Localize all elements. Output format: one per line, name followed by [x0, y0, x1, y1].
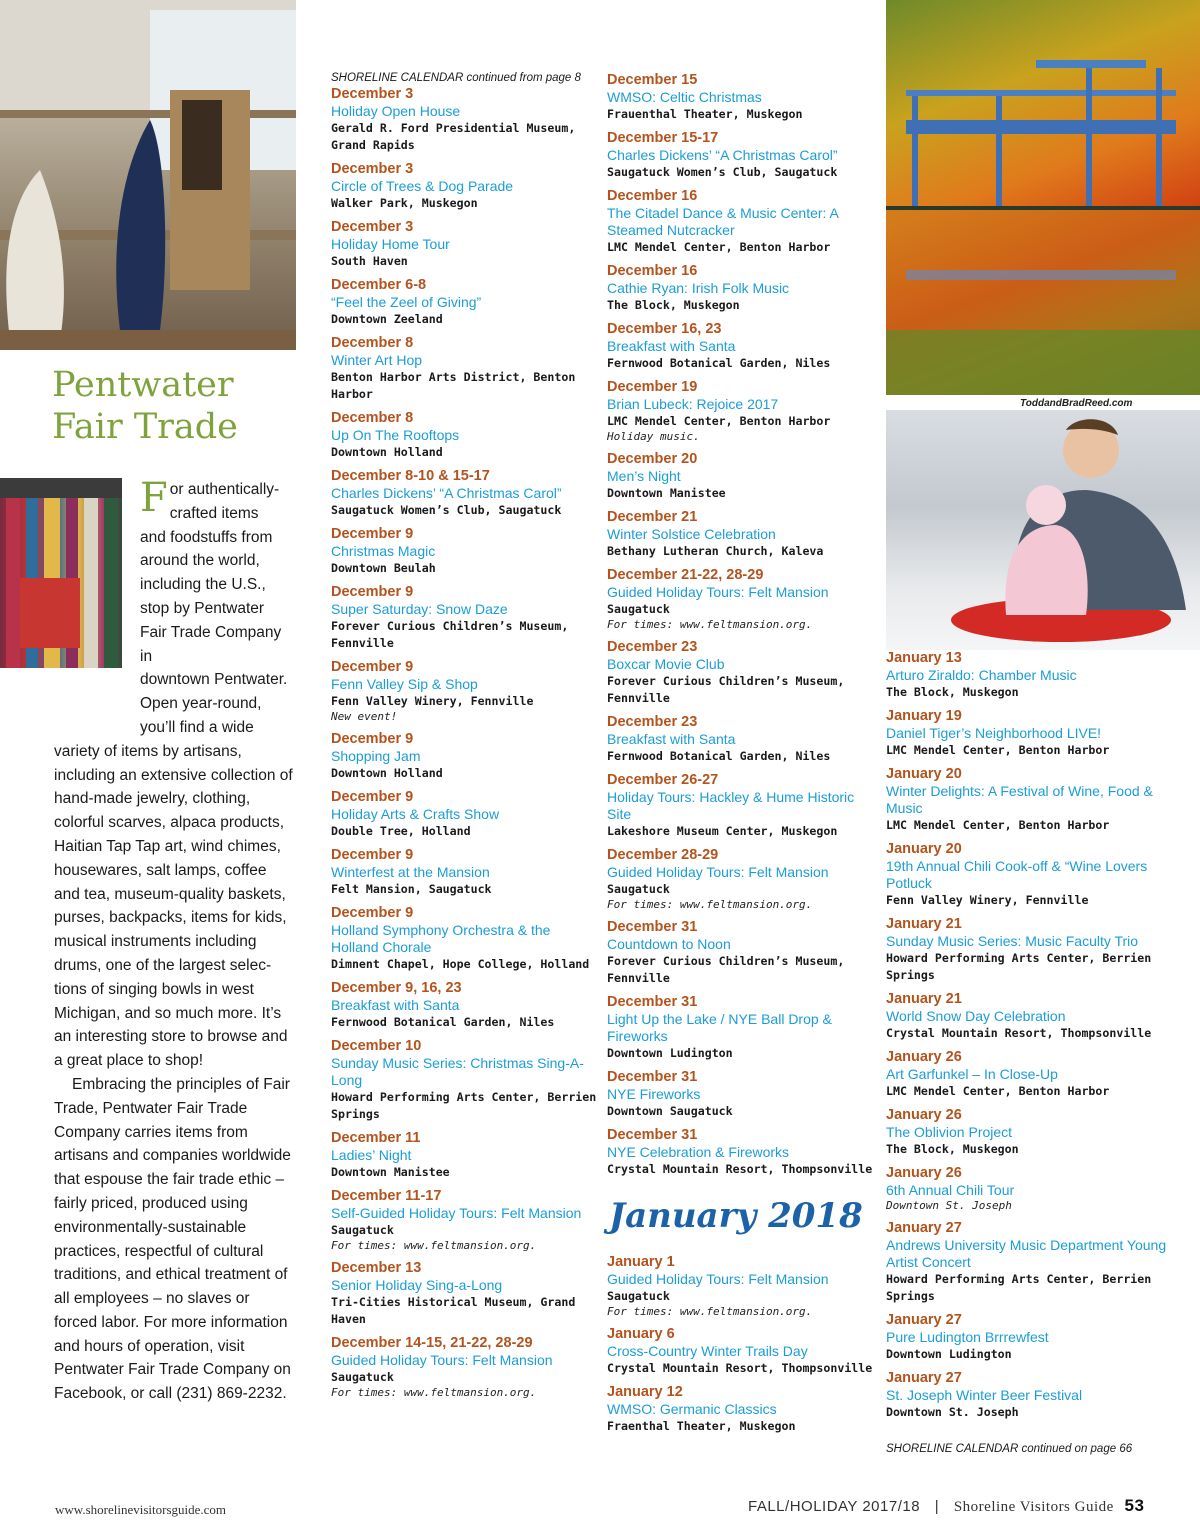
event-title: Winter Art Hop — [331, 352, 423, 368]
event-date: December 9 — [331, 789, 414, 805]
event-date: January 13 — [886, 650, 962, 666]
calendar-event — [607, 1326, 877, 1377]
calendar-event — [331, 468, 601, 519]
calendar-event — [886, 1107, 1186, 1158]
event-date: December 15 — [607, 72, 698, 88]
footer-separator: | — [934, 1498, 940, 1515]
event-title: Light Up the Lake / NYE Ball Drop & Fireworks — [607, 1011, 832, 1044]
calendar-event — [886, 1165, 1186, 1213]
event-location: The Block, Muskegon — [886, 685, 1019, 699]
event-title: Sunday Music Series: Christmas Sing-A-Long — [331, 1055, 584, 1088]
event-location: LMC Mendel Center, Benton Harbor — [886, 1084, 1110, 1098]
feature-p1-first: or authentically- — [169, 481, 280, 498]
event-title: Cathie Ryan: Irish Folk Music — [607, 280, 790, 296]
event-title: Breakfast with Santa — [607, 338, 736, 354]
calendar-event — [607, 994, 877, 1062]
event-location: Downtown Saugatuck — [607, 1104, 733, 1118]
events-col2-january — [607, 1254, 877, 1435]
store-illustration — [0, 0, 296, 350]
feature-paragraph-1: variety of items by artisans, including an extensive collection of hand-made jewelry, clothing, colorful scarves, alpaca products, Haitian Tap Tap art, wind chimes, housewares, salt lamps, coffee and tea, museum-quality baskets, purses, backpacks, items for kids, musical instruments including drums, one of the largest selections of singing bowls in west Michigan, and so much more. It’s an interesting store to browse and a great place to shop! — [54, 742, 293, 1070]
event-title: 19th Annual Chili Cook-off & “Wine Lovers Potluck — [886, 858, 1148, 891]
event-date: December 9 — [331, 905, 414, 921]
event-date: January 26 — [886, 1165, 962, 1181]
event-date: December 9 — [331, 847, 414, 863]
feature-p1-line: and foodstuffs from — [140, 528, 273, 546]
event-date: December 21-22, 28-29 — [607, 567, 764, 583]
calendar-event — [607, 772, 877, 840]
event-location: Benton Harbor Arts District, Benton Harbor — [331, 370, 576, 401]
calendar-column-2 — [607, 72, 877, 1442]
event-location: Saugatuck — [607, 1289, 670, 1303]
footer-website: www.shorelinevisitorsguide.com — [55, 1502, 227, 1517]
event-title: “Feel the Zeel of Giving” — [331, 294, 482, 310]
feature-wrap-block — [54, 475, 296, 740]
event-location: Bethany Lutheran Church, Kaleva — [607, 544, 824, 558]
event-title: Brian Lubeck: Rejoice 2017 — [607, 396, 779, 412]
events-col1 — [331, 86, 601, 1400]
event-date: December 10 — [331, 1038, 422, 1054]
calendar-event — [607, 451, 877, 502]
event-location: Forever Curious Children’s Museum, Fennville — [607, 954, 845, 985]
event-location: Howard Performing Arts Center, Berrien Springs — [331, 1090, 597, 1121]
event-title: Boxcar Movie Club — [607, 656, 725, 672]
event-note: Downtown St. Joseph — [886, 1199, 1012, 1212]
event-location: Saugatuck Women’s Club, Saugatuck — [331, 503, 562, 517]
event-date: December 9 — [331, 584, 414, 600]
event-date: December 3 — [331, 219, 414, 235]
event-date: January 26 — [886, 1107, 962, 1123]
event-title: NYE Fireworks — [607, 1086, 701, 1102]
calendar-event — [886, 650, 1186, 701]
event-title: Andrews University Music Department Young Artist Concert — [886, 1237, 1167, 1270]
event-title: Guided Holiday Tours: Felt Mansion — [607, 864, 829, 880]
calendar-event — [331, 584, 601, 652]
event-location: Downtown Manistee — [331, 1165, 450, 1179]
feature-dropcap: F — [140, 475, 168, 521]
calendar-event — [886, 1312, 1186, 1363]
event-date: December 20 — [607, 451, 698, 467]
event-title: Guided Holiday Tours: Felt Mansion — [331, 1352, 553, 1368]
event-date: December 8 — [331, 335, 414, 351]
calendar-event — [607, 1127, 877, 1178]
event-date: December 31 — [607, 1069, 698, 1085]
event-location: Howard Performing Arts Center, Berrien Springs — [886, 951, 1152, 982]
feature-article — [54, 475, 296, 1406]
event-date: December 3 — [331, 86, 414, 102]
event-title: The Citadel Dance & Music Center: A Steamed Nutcracker — [607, 205, 839, 238]
event-title: Fenn Valley Sip & Shop — [331, 676, 478, 692]
events-col2 — [607, 72, 877, 1178]
event-location: Downtown Ludington — [607, 1046, 733, 1060]
event-date: January 26 — [886, 1049, 962, 1065]
event-location: Downtown Manistee — [607, 486, 726, 500]
event-date: December 31 — [607, 919, 698, 935]
event-location: Fernwood Botanical Garden, Niles — [607, 749, 831, 763]
calendar-event — [331, 526, 601, 577]
photo-credit: ToddandBradReed.com — [1020, 398, 1133, 409]
event-title: Winter Solstice Celebration — [607, 526, 776, 542]
calendar-event — [886, 766, 1186, 834]
calendar-event — [607, 263, 877, 314]
event-title: Shopping Jam — [331, 748, 421, 764]
calendar-event — [607, 188, 877, 256]
event-date: December 9 — [331, 526, 414, 542]
event-title: Holiday Tours: Hackley & Hume Historic Site — [607, 789, 855, 822]
calendar-continued-from: SHORELINE CALENDAR continued from page 8 — [331, 72, 581, 84]
calendar-event — [331, 1038, 601, 1123]
event-location: Forever Curious Children’s Museum, Fennville — [607, 674, 845, 705]
event-location: Downtown Beulah — [331, 561, 436, 575]
calendar-event — [886, 991, 1186, 1042]
event-note: For times: www.feltmansion.org. — [331, 1386, 537, 1399]
feature-paragraph-2: Embracing the principles of Fair Trade, Pentwater Fair Trade Company carries items from artisans and companies worldwide that espouse the fair trade ethic – fairly priced, produced using environmentally-sustainable practices, respectful of cultural traditions, and ethical treatment of all employees – no slaves or forced labor. For more information and hours of operation, visit Pentwater Fair Trade Company on Facebook, or call (231) 869-2232. — [54, 1075, 291, 1403]
event-date: December 16 — [607, 263, 698, 279]
event-title: Holland Symphony Orchestra & the Holland Chorale — [331, 922, 551, 955]
store-photo — [0, 0, 296, 350]
event-title: Senior Holiday Sing-a-Long — [331, 1277, 503, 1293]
event-location: The Block, Muskegon — [886, 1142, 1019, 1156]
event-note: For times: www.feltmansion.org. — [331, 1239, 537, 1252]
event-date: December 3 — [331, 161, 414, 177]
calendar-event — [607, 1254, 877, 1319]
event-title: Charles Dickens’ “A Christmas Carol” — [331, 485, 562, 501]
event-location: Double Tree, Holland — [331, 824, 471, 838]
event-location: Downtown Holland — [331, 445, 443, 459]
event-title: Pure Ludington Brrrewfest — [886, 1329, 1049, 1345]
event-title: Countdown to Noon — [607, 936, 731, 952]
calendar-event — [331, 219, 601, 270]
sled-illustration — [886, 410, 1200, 650]
event-title: Holiday Arts & Crafts Show — [331, 806, 500, 822]
calendar-event — [331, 161, 601, 212]
calendar-event — [607, 72, 877, 123]
calendar-event — [331, 277, 601, 328]
event-location: The Block, Muskegon — [607, 298, 740, 312]
event-date: December 14-15, 21-22, 28-29 — [331, 1335, 533, 1351]
calendar-event — [607, 847, 877, 912]
event-date: December 23 — [607, 714, 698, 730]
event-date: December 26-27 — [607, 772, 719, 788]
calendar-event — [331, 789, 601, 840]
calendar-event — [607, 1384, 877, 1435]
page-number: 53 — [1124, 1496, 1145, 1515]
events-col3 — [886, 650, 1186, 1421]
event-title: Holiday Open House — [331, 103, 461, 119]
event-date: December 11-17 — [331, 1188, 442, 1204]
calendar-event — [607, 567, 877, 632]
event-title: Winterfest at the Mansion — [331, 864, 490, 880]
calendar-event — [886, 1370, 1186, 1421]
event-location: South Haven — [331, 254, 408, 268]
event-location: Crystal Mountain Resort, Thompsonville — [607, 1162, 873, 1176]
calendar-event — [331, 410, 601, 461]
calendar-event — [331, 847, 601, 898]
calendar-event — [607, 130, 877, 181]
event-date: December 6-8 — [331, 277, 427, 293]
event-date: December 19 — [607, 379, 698, 395]
event-location: Tri-Cities Historical Museum, Grand Haven — [331, 1295, 576, 1326]
feature-title — [52, 364, 292, 448]
event-date: January 27 — [886, 1370, 962, 1386]
event-date: January 27 — [886, 1220, 962, 1236]
calendar-event — [886, 841, 1186, 909]
event-location: LMC Mendel Center, Benton Harbor — [886, 743, 1110, 757]
event-title: Art Garfunkel – In Close-Up — [886, 1066, 1058, 1082]
event-date: December 8 — [331, 410, 414, 426]
feature-p1-line: including the U.S., — [140, 576, 266, 594]
calendar-event — [331, 1335, 601, 1400]
event-location: Gerald R. Ford Presidential Museum, Grand Rapids — [331, 121, 576, 152]
event-note: For times: www.feltmansion.org. — [607, 898, 813, 911]
event-location: Saugatuck — [331, 1370, 394, 1384]
event-title: Guided Holiday Tours: Felt Mansion — [607, 584, 829, 600]
event-location: Felt Mansion, Saugatuck — [331, 882, 492, 896]
event-title: Sunday Music Series: Music Faculty Trio — [886, 933, 1139, 949]
feature-p1-line: crafted items — [169, 504, 259, 522]
event-title: NYE Celebration & Fireworks — [607, 1144, 790, 1160]
event-title: World Snow Day Celebration — [886, 1008, 1066, 1024]
event-title: Guided Holiday Tours: Felt Mansion — [607, 1271, 829, 1287]
event-location: Frauenthal Theater, Muskegon — [607, 107, 803, 121]
event-location: Crystal Mountain Resort, Thompsonville — [886, 1026, 1152, 1040]
event-title: WMSO: Germanic Classics — [607, 1401, 777, 1417]
calendar-event — [607, 379, 877, 444]
calendar-event — [886, 708, 1186, 759]
calendar-continued-on: SHORELINE CALENDAR continued on page 66 — [886, 1443, 1133, 1455]
calendar-event — [331, 86, 601, 154]
event-title: Charles Dickens’ “A Christmas Carol” — [607, 147, 838, 163]
calendar-event — [331, 1188, 601, 1253]
event-location: LMC Mendel Center, Benton Harbor — [607, 240, 831, 254]
event-location: Downtown Zeeland — [331, 312, 443, 326]
event-location: Dimnent Chapel, Hope College, Holland — [331, 957, 590, 971]
event-location: Saugatuck — [607, 602, 670, 616]
event-title: Arturo Ziraldo: Chamber Music — [886, 667, 1077, 683]
footer-folio — [748, 1496, 1144, 1516]
event-title: Self-Guided Holiday Tours: Felt Mansion — [331, 1205, 582, 1221]
event-title: Circle of Trees & Dog Parade — [331, 178, 514, 194]
feature-title-line1: Pentwater — [52, 365, 234, 405]
event-location: Saugatuck Women’s Club, Saugatuck — [607, 165, 838, 179]
event-location: Forever Curious Children’s Museum, Fennville — [331, 619, 569, 650]
calendar-event — [331, 905, 601, 973]
calendar-column-3 — [886, 650, 1186, 1457]
event-title: Super Saturday: Snow Daze — [331, 601, 508, 617]
sledding-photo — [886, 410, 1200, 650]
event-location: Saugatuck — [607, 882, 670, 896]
event-date: December 13 — [331, 1260, 422, 1276]
event-location: Downtown Holland — [331, 766, 443, 780]
event-note: New event! — [331, 710, 398, 723]
event-location: Fenn Valley Winery, Fennville — [886, 893, 1089, 907]
event-location: Saugatuck — [331, 1223, 394, 1237]
calendar-event — [331, 731, 601, 782]
calendar-event — [886, 1049, 1186, 1100]
event-title: Winter Delights: A Festival of Wine, Food & Music — [886, 783, 1153, 816]
event-title: Christmas Magic — [331, 543, 436, 559]
event-location: LMC Mendel Center, Benton Harbor — [886, 818, 1110, 832]
event-location: LMC Mendel Center, Benton Harbor — [607, 414, 831, 428]
feature-p1-line: you’ll find a wide — [140, 718, 254, 736]
january-heading: January 2018 — [609, 1196, 863, 1236]
calendar-event — [886, 1220, 1186, 1305]
calendar-event — [886, 916, 1186, 984]
calendar-event — [607, 714, 877, 765]
event-title: Breakfast with Santa — [607, 731, 736, 747]
event-date: December 9 — [331, 731, 414, 747]
event-location: Fernwood Botanical Garden, Niles — [331, 1015, 555, 1029]
event-date: December 28-29 — [607, 847, 719, 863]
event-date: December 9 — [331, 659, 414, 675]
event-title: Up On The Rooftops — [331, 427, 460, 443]
event-date: January 21 — [886, 991, 962, 1007]
event-date: December 31 — [607, 1127, 698, 1143]
event-date: December 21 — [607, 509, 698, 525]
calendar-event — [607, 639, 877, 707]
event-date: December 9, 16, 23 — [331, 980, 462, 996]
event-title: Breakfast with Santa — [331, 997, 460, 1013]
event-date: January 20 — [886, 766, 962, 782]
event-title: Ladies’ Night — [331, 1147, 412, 1163]
feature-p1-line: Open year-round, — [140, 695, 262, 713]
feature-p1-line: around the world, — [140, 552, 260, 570]
calendar-column-1 — [331, 72, 601, 1407]
event-location: Fenn Valley Winery, Fennville — [331, 694, 534, 708]
event-date: January 6 — [607, 1326, 675, 1342]
event-date: January 1 — [607, 1254, 675, 1270]
event-title: The Oblivion Project — [886, 1124, 1013, 1140]
event-location: Walker Park, Muskegon — [331, 196, 478, 210]
event-location: Fraenthal Theater, Muskegon — [607, 1419, 796, 1433]
event-date: January 20 — [886, 841, 962, 857]
calendar-event — [607, 321, 877, 372]
event-note: For times: www.feltmansion.org. — [607, 1305, 813, 1318]
feature-p1-line: Fair Trade Company in — [140, 623, 282, 665]
event-location: Howard Performing Arts Center, Berrien Springs — [886, 1272, 1152, 1303]
calendar-event — [331, 659, 601, 724]
event-title: Daniel Tiger’s Neighborhood LIVE! — [886, 725, 1102, 741]
event-location: Fernwood Botanical Garden, Niles — [607, 356, 831, 370]
autumn-bridge-photo — [886, 0, 1200, 395]
event-location: Downtown Ludington — [886, 1347, 1012, 1361]
calendar-event — [331, 1130, 601, 1181]
event-date: December 16 — [607, 188, 698, 204]
event-title: Cross-Country Winter Trails Day — [607, 1343, 808, 1359]
calendar-event — [331, 980, 601, 1031]
event-date: January 27 — [886, 1312, 962, 1328]
event-date: December 23 — [607, 639, 698, 655]
calendar-event — [607, 1069, 877, 1120]
event-title: Holiday Home Tour — [331, 236, 450, 252]
event-date: December 16, 23 — [607, 321, 722, 337]
event-date: December 31 — [607, 994, 698, 1010]
footer-guide-name: Shoreline Visitors Guide — [953, 1499, 1114, 1515]
event-date: December 15-17 — [607, 130, 719, 146]
event-date: January 21 — [886, 916, 962, 932]
event-title: WMSO: Celtic Christmas — [607, 89, 762, 105]
feature-p1-line: downtown Pentwater. — [140, 671, 288, 689]
event-date: December 8-10 & 15-17 — [331, 468, 490, 484]
event-title: St. Joseph Winter Beer Festival — [886, 1387, 1083, 1403]
event-title: Men’s Night — [607, 468, 681, 484]
calendar-event — [331, 335, 601, 403]
event-date: January 19 — [886, 708, 962, 724]
calendar-event — [331, 1260, 601, 1328]
event-note: Holiday music. — [607, 430, 700, 443]
event-location: Downtown St. Joseph — [886, 1405, 1019, 1419]
event-date: December 11 — [331, 1130, 421, 1146]
calendar-event — [607, 509, 877, 560]
event-location: Lakeshore Museum Center, Muskegon — [607, 824, 838, 838]
calendar-event — [607, 919, 877, 987]
footer-season: FALL/HOLIDAY — [748, 1498, 858, 1515]
event-note: For times: www.feltmansion.org. — [607, 618, 813, 631]
event-location: Crystal Mountain Resort, Thompsonville — [607, 1361, 873, 1375]
bridge-illustration — [886, 0, 1200, 395]
feature-p1-line: stop by Pentwater — [140, 599, 265, 617]
footer-year: 2017/18 — [862, 1498, 921, 1515]
feature-title-line2: Fair Trade — [52, 407, 238, 447]
event-title: 6th Annual Chili Tour — [886, 1182, 1015, 1198]
event-date: January 12 — [607, 1384, 683, 1400]
